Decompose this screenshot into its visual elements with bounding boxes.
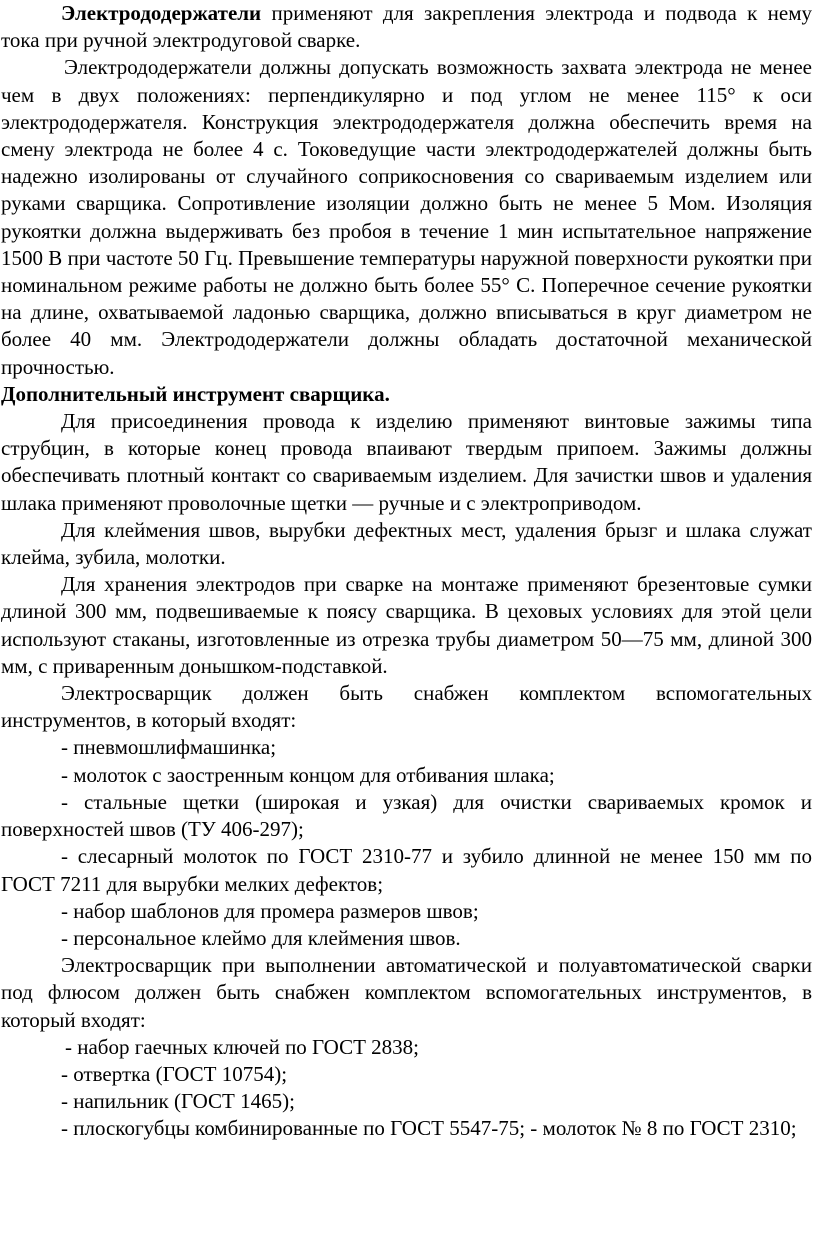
- list-item: - слесарный молоток по ГОСТ 2310-77 и зубило длинной не менее 150 мм по ГОСТ 7211 для вырубки мелких дефектов;: [1, 844, 812, 896]
- paragraph-marking-tools: Для клеймения швов, вырубки дефектных мест, удаления брызг и шлака служат клейма, зубила, молотки.: [1, 517, 812, 570]
- list-item: - отвертка (ГОСТ 10754);: [61, 1061, 288, 1086]
- list-item: - напильник (ГОСТ 1465);: [61, 1089, 295, 1114]
- intro-text: применяют для закрепления электрода и подвода к нему тока при ручной электродуговой сварке.: [1, 1, 812, 53]
- paragraph-auto-welding-toolkit-intro: Электросварщик при выполнении автоматической и полуавтоматической сварки под флюсом должен быть снабжен комплектом вспомогательных инструментов, в который входят:: [1, 953, 812, 1032]
- list-item: - набор шаблонов для промера размеров швов;: [61, 898, 479, 923]
- list-item: - молоток с заостренным концом для отбивания шлака;: [61, 762, 555, 787]
- list-item: - стальные щетки (широкая и узкая) для очистки свариваемых кромок и поверхностей швов (ТУ 406-297);: [1, 789, 812, 842]
- section-heading-additional-tools: Дополнительный инструмент сварщика.: [1, 381, 390, 406]
- list-item: - плоскогубцы комбинированные по ГОСТ 5547-75; - молоток № 8 по ГОСТ 2310;: [61, 1116, 797, 1141]
- paragraph-electrode-storage: Для хранения электродов при сварке на монтаже применяют брезентовые сумки длиной 300 мм, подвешиваемые к поясу сварщика. В цеховых условиях для этой цели используют стаканы, изготовленные из отрезка трубы диаметром 50—75 мм, длиной 300 мм, с приваренным донышком-подставкой.: [1, 572, 812, 678]
- paragraph-electrode-holders-requirements: Электрододержатели должны допускать возможность захвата электрода не менее чем в двух положениях: перпендикулярно и под углом не менее 115° к оси электрододержателя. Конструкция электрододержателя должна обеспечить время на смену электрода не более 4 с. Токоведущие части электрододержателей должны быть надежно изолированы от случайного соприкосновения со свариваемым изделием или руками сварщика. Сопротивление изоляции должно быть не менее 5 Мом. Изоляция рукоятки должна выдерживать без пробоя в течение 1 мин испытательное напряжение 1500 В при частоте 50 Гц. Превышение температуры наружной поверхности рукоятки при номинальном режиме работы не должно быть более 55° С. Поперечное сечение рукоятки на длине, охватываемой ладонью сварщика, должно вписываться в круг диаметром не более 40 мм. Электрододержатели должны обладать достаточной механической прочностью.: [1, 55, 812, 379]
- paragraph-electrode-holders-intro: [1, 0, 812, 54]
- paragraph-welder-toolkit-intro: Электросварщик должен быть снабжен комплектом вспомогательных инструментов, в который входят:: [1, 681, 812, 733]
- list-item: - набор гаечных ключей по ГОСТ 2838;: [65, 1034, 420, 1059]
- paragraph-clamps-and-brushes: Для присоединения провода к изделию применяют винтовые зажимы типа струбцин, в которые конец провода впаивают твердым припоем. Зажимы должны обеспечивать плотный контакт со свариваемым изделием. Для зачистки швов и удаления шлака применяют проволочные щетки — ручные и с электроприводом.: [1, 409, 812, 515]
- list-item: - пневмошлифмашинка;: [61, 735, 277, 760]
- list-item: - персональное клеймо для клеймения швов.: [61, 925, 461, 950]
- term-electrode-holders: Электрододержатели: [61, 1, 262, 25]
